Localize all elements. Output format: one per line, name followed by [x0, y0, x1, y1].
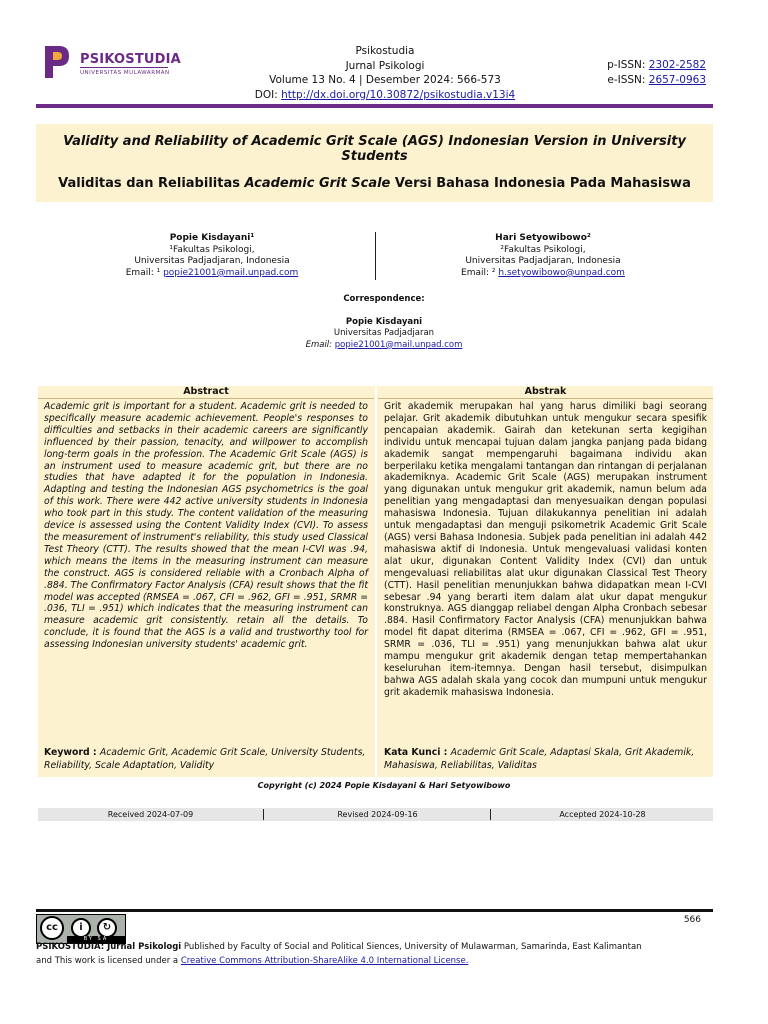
doi-line	[200, 88, 570, 103]
correspondence-email-link[interactable]: popie21001@mail.unpad.com	[334, 339, 463, 350]
issn-block	[607, 58, 706, 87]
footer-license-pre: and This work is licensed under a	[36, 955, 181, 966]
author-divider	[375, 232, 376, 280]
keywords-label: Keyword :	[44, 747, 100, 758]
doi-label: DOI:	[254, 88, 282, 101]
keywords-english	[44, 747, 368, 772]
footer-text	[36, 941, 642, 968]
kata-kunci-label: Kata Kunci :	[384, 747, 451, 758]
kata-kunci-list: Academic Grit Scale, Adaptasi Skala, Grit Akademik, Mahasiswa, Reliabilitas, Validitas	[384, 747, 695, 771]
cc-icon: cc	[40, 916, 64, 940]
footer-journal: PSIKOSTUDIA: Jurnal Psikologi	[36, 942, 182, 952]
author-block-1	[62, 233, 362, 279]
author-university: Universitas Padjadjaran, Indonesia	[465, 256, 621, 267]
journal-header	[200, 44, 570, 102]
pissn-link[interactable]: 2302-2582	[648, 59, 706, 71]
page-number: 566	[683, 915, 701, 925]
author-email-label: Email: ¹	[125, 267, 164, 278]
eissn-line	[607, 73, 706, 88]
journal-name: Psikostudia	[355, 45, 415, 57]
dates-bar	[38, 808, 713, 821]
abstract-divider	[375, 386, 377, 777]
cc-sa-icon: ↻	[97, 918, 117, 938]
title-id-italic: Academic Grit Scale	[244, 176, 391, 191]
correspondence-block	[0, 294, 768, 351]
accepted-date: Accepted 2024-10-28	[559, 810, 646, 819]
revised-date: Revised 2024-09-16	[337, 810, 418, 819]
journal-logo	[42, 42, 181, 92]
author-email-line	[62, 268, 362, 280]
date-separator	[263, 809, 264, 820]
psikostudia-logo-icon	[42, 42, 72, 82]
keywords-indonesian	[384, 747, 707, 772]
footer-publisher-line	[36, 941, 642, 955]
title-band	[36, 124, 713, 202]
footer-license-line	[36, 955, 642, 969]
footer-publisher: Published by Faculty of Social and Political Siences, University of Mulawarman, Samarinda, East Kalimantan	[181, 942, 642, 952]
abstract-english	[38, 386, 374, 777]
doi-link[interactable]: http://dx.doi.org/10.30872/psikostudia.v13i4	[281, 88, 516, 101]
header-rule	[36, 104, 713, 108]
volume-info: Volume 13 No. 4 | Desember 2024: 566-573	[269, 74, 501, 86]
date-separator	[490, 809, 491, 820]
eissn-link[interactable]: 2657-0963	[648, 73, 706, 86]
keywords-list: Academic Grit, Academic Grit Scale, University Students, Reliability, Scale Adaptation, Validity	[44, 747, 366, 771]
author-email-link[interactable]: popie21001@mail.unpad.com	[163, 267, 299, 278]
author-university: Universitas Padjadjaran, Indonesia	[134, 256, 290, 267]
abstract-heading: Abstract	[38, 386, 374, 399]
received-date: Received 2024-07-09	[107, 810, 194, 819]
abstract-text: Academic grit is important for a student. Academic grit is needed to specifically measure academic achievement. People's responses to difficulties and setbacks in their academic careers are significantly influenced by their passion, tenacity, and willpower to accomplish long-term goals in the profession. The Academic Grit Scale (AGS) is an instrument used to measure academic grit, but there are no studies that have adapted it for the population in Indonesia. Adapting and testing the Indonesian AGS psychometrics is the goal of this work. There were 442 active university students in Indonesia who took part in this study. The content validation of the measuring device is assessed using the Content Validity Index (CVI). To assess the measurement of instrument's reliability, this study used Classical Test Theory (CTT). The results showed that the mean I-CVI was .94, which means the items in the measuring instrument can measure the construct. AGS is considered reliable with a Cronbach Alpha of .884. The Confirmatory Factor Analysis (CFA) result shows that the fit model was accepted (RMSEA = .067, CFI = .962, GFI = .951, SRMR = .036, TLI = .951) which indicates that the measuring instrument can measure academic grit consistently. retain all the details. To conclude, it is found that the AGS is a valid and trustworthy tool for assessing Indonesian university students' academic grit.	[44, 401, 368, 651]
title-id-pre: Validitas dan Reliabilitas	[58, 176, 245, 191]
license-link[interactable]: Creative Commons Attribution-ShareAlike 4.0 International License.	[180, 955, 469, 966]
cc-bar-label: BY SA	[67, 936, 125, 943]
title-indonesian	[36, 176, 713, 191]
cc-license-badge[interactable]	[36, 914, 126, 944]
abstrak-heading: Abstrak	[378, 386, 713, 399]
eissn-label: e-ISSN:	[607, 73, 649, 86]
logo-subtitle: UNIVERSITAS MULAWARMAN	[80, 70, 170, 76]
logo-rule	[80, 67, 168, 68]
correspondence-label: Correspondence:	[343, 294, 425, 304]
footer-rule	[36, 909, 713, 912]
correspondence-university: Universitas Padjadjaran	[333, 328, 435, 339]
author-faculty: ¹Fakultas Psikologi,	[169, 244, 255, 255]
author-block-2	[393, 233, 693, 279]
title-id-post: Versi Bahasa Indonesia Pada Mahasiswa	[390, 176, 691, 191]
copyright-line: Copyright (c) 2024 Popie Kisdayani & Hari Setyowibowo	[257, 781, 511, 790]
abstrak-text: Grit akademik merupakan hal yang harus dimiliki bagi seorang pelajar. Grit akademik dibutuhkan untuk mengukur secara spesifik pencapaian akademik. Gairah dan ketekunan serta kegigihan individu untuk mencapai tujuan dalam jangka panjang pada bidang akademik sangat mempengaruhi bagaimana individu akan berperilaku ketika mengalami tantangan dan rintangan di perjalanan akademiknya. Academic Grit Scale (AGS) merupakan instrument yang digunakan untuk mengukur grit akademik, namun belum ada penelitian yang mengadaptasi dan menyesuaikan dengan populasi mahasiswa Indonesia. Tujuan dilakukannya penelitian ini adalah untuk mengadaptasi dan menguji psikometrik Academic Grit Scale (AGS) versi Bahasa Indonesia. Subjek pada penelitian ini adalah 442 mahasiswa aktif di Indonesia. Untuk mengevaluasi validasi konten alat ukur, digunakan Content Validity Index (CVI) dan untuk mengevaluasi reliabilitas alat ukur digunakan Classical Test Theory (CTT). Hasil penelitian menunjukkan bahwa didapatkan mean I-CVI sebesar .94 yang berarti item dalam alat ukur dapat mengukur konstruknya. AGS dianggap reliabel dengan Alpha Cronbach sebesar .884. Hasil Confirmatory Factor Analysis (CFA) menunjukkan bahwa model fit dapat diterima (RMSEA = .067, CFI = .962, GFI = .951, SRMR = .036, TLI = .951) yang menunjukkan bahwa alat ukur mampu mengukur grit akademik dengan tetap mempertahankan keseluruhan item-itemnya. Dengan hasil tersebut, disimpulkan bahwa AGS adalah skala yang cocok dan mumpuni untuk mengukur grit akademik mahasiswa Indonesia.	[384, 401, 707, 698]
title-english: Validity and Reliability of Academic Grit Scale (AGS) Indonesian Version in University Students	[63, 134, 686, 164]
correspondence-email-label: Email:	[305, 339, 335, 350]
author-faculty: ²Fakultas Psikologi,	[500, 244, 586, 255]
pissn-label: p-ISSN:	[607, 59, 649, 71]
abstract-indonesian	[378, 386, 713, 777]
logo-name: PSIKOSTUDIA	[80, 52, 181, 67]
correspondence-email-line	[0, 340, 768, 352]
author-email-link[interactable]: h.setyowibowo@unpad.com	[498, 267, 625, 278]
author-name: Hari Setyowibowo²	[495, 233, 591, 243]
author-email-label: Email: ²	[461, 267, 499, 278]
author-name: Popie Kisdayani¹	[169, 233, 255, 243]
pissn-line	[607, 58, 706, 73]
abstract-section	[38, 386, 713, 777]
author-email-line	[393, 268, 693, 280]
cc-by-icon: i	[71, 918, 91, 938]
correspondence-name: Popie Kisdayani	[345, 316, 423, 327]
journal-subtitle: Jurnal Psikologi	[345, 59, 425, 72]
